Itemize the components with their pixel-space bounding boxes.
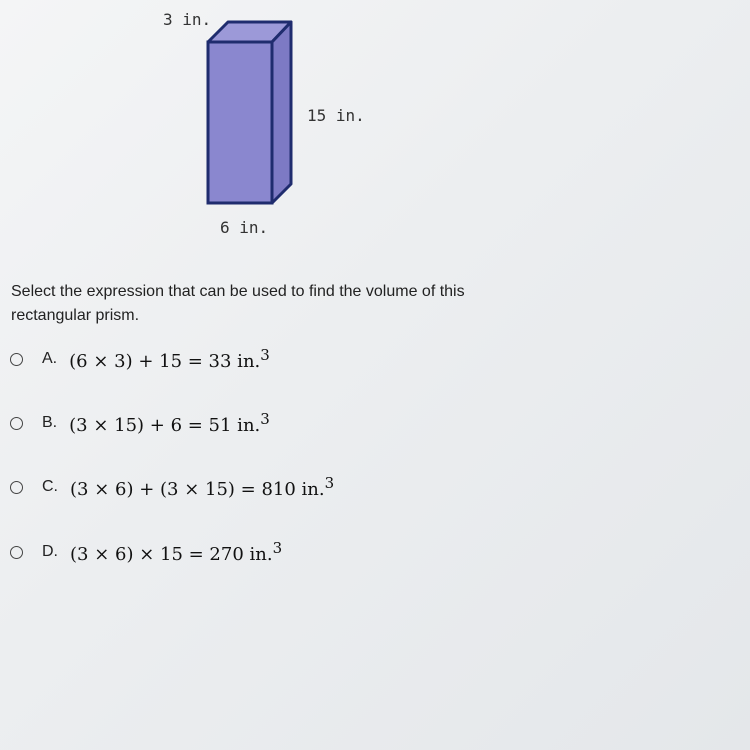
rectangular-prism-diagram bbox=[0, 0, 750, 260]
expression-text: (3 × 15) + 6 = 51 in. bbox=[69, 415, 261, 436]
option-letter: D. bbox=[42, 543, 58, 560]
option-expression bbox=[69, 346, 270, 372]
option-b[interactable] bbox=[10, 408, 270, 438]
prism-front-face bbox=[208, 42, 272, 203]
option-expression bbox=[69, 410, 270, 436]
radio-button[interactable] bbox=[10, 417, 23, 430]
exponent: 3 bbox=[324, 474, 335, 492]
question-prompt: Select the expression that can be used to find the volume of this rectangular prism. bbox=[11, 283, 465, 324]
option-c[interactable] bbox=[10, 472, 334, 502]
exponent: 3 bbox=[260, 410, 270, 428]
option-letter: B. bbox=[42, 414, 58, 431]
prism-side-face bbox=[272, 22, 291, 203]
prism-figure bbox=[0, 0, 750, 260]
length-label: 6 in. bbox=[220, 218, 269, 237]
expression-text: (3 × 6) × 15 = 270 in. bbox=[70, 544, 273, 565]
option-letter: A. bbox=[42, 350, 58, 367]
option-expression bbox=[70, 474, 334, 500]
expression-text: (3 × 6) + (3 × 15) = 810 in. bbox=[70, 479, 325, 500]
radio-button[interactable] bbox=[10, 353, 23, 366]
width-label: 3 in. bbox=[163, 10, 212, 29]
exponent: 3 bbox=[260, 346, 270, 364]
option-letter: C. bbox=[42, 478, 58, 495]
option-expression bbox=[70, 539, 282, 565]
height-label: 15 in. bbox=[307, 106, 365, 125]
expression-text: (6 × 3) + 15 = 33 in. bbox=[69, 351, 261, 372]
option-d[interactable] bbox=[10, 537, 282, 567]
option-a[interactable] bbox=[10, 344, 270, 374]
radio-button[interactable] bbox=[10, 481, 23, 494]
exponent: 3 bbox=[272, 539, 283, 557]
radio-button[interactable] bbox=[10, 546, 23, 559]
